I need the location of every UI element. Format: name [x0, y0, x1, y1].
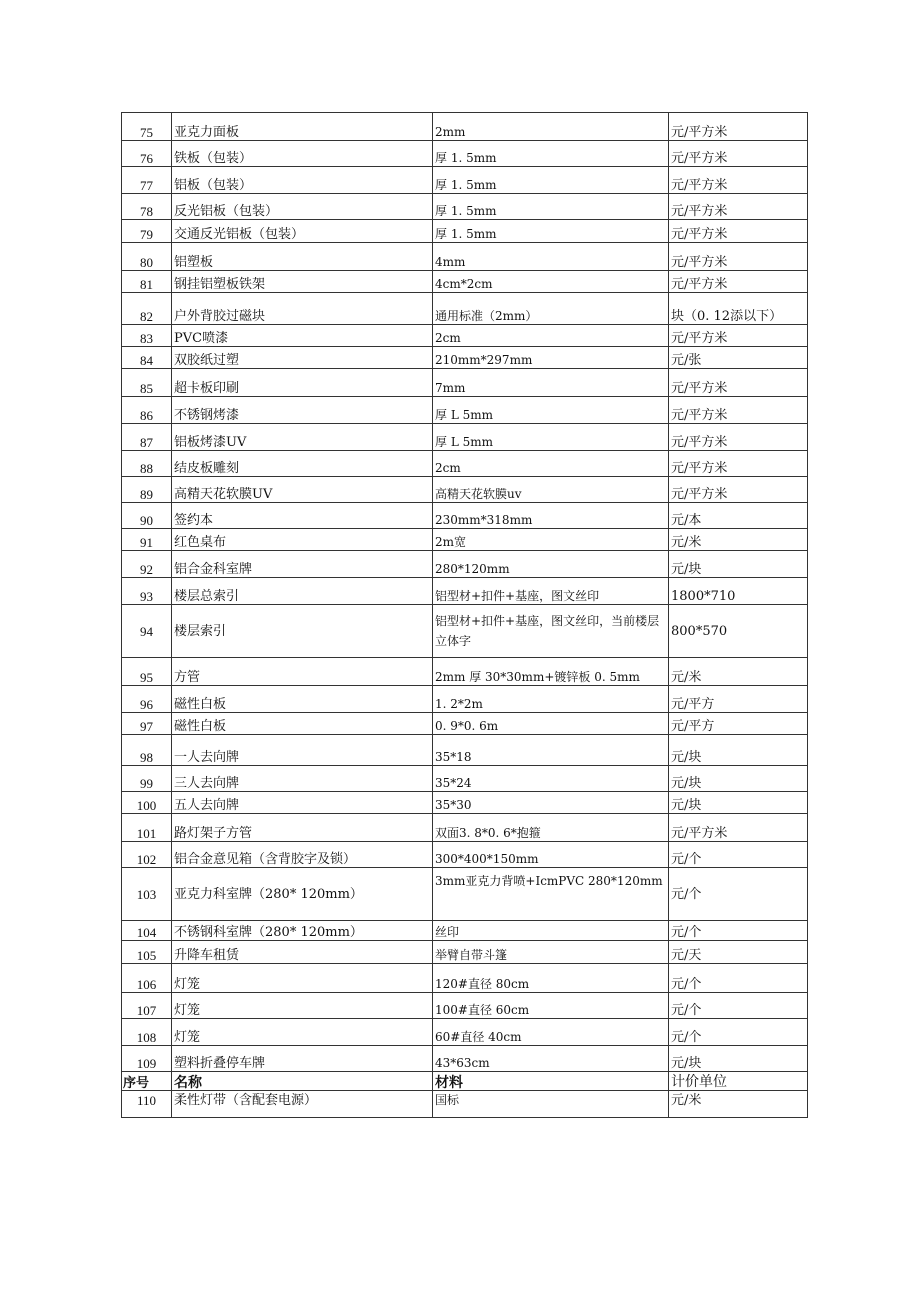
price-table — [121, 112, 808, 1118]
table-row — [122, 167, 808, 194]
item-unit: 元/个 — [669, 842, 808, 868]
item-unit: 元/平方米 — [669, 271, 808, 293]
item-material: 4mm — [433, 243, 669, 271]
table-row — [122, 369, 808, 397]
table-row — [122, 397, 808, 424]
item-material: 3mm亚克力背喷+IcmPVC 280*120mm — [433, 868, 669, 921]
row-number: 93 — [122, 578, 172, 605]
item-unit: 元/平方米 — [669, 814, 808, 842]
item-material: 2cm — [433, 451, 669, 477]
item-name: 铝合金意见箱（含背胶字及锁） — [172, 842, 433, 868]
header-num: 序号 — [122, 1072, 172, 1091]
item-unit: 元/平方米 — [669, 451, 808, 477]
table-row — [122, 220, 808, 243]
row-number: 85 — [122, 369, 172, 397]
item-unit: 元/块 — [669, 551, 808, 578]
row-number: 92 — [122, 551, 172, 578]
row-number: 109 — [122, 1046, 172, 1072]
item-name: 磁性白板 — [172, 686, 433, 713]
item-unit: 元/平方 — [669, 686, 808, 713]
table-row — [122, 529, 808, 551]
table-row — [122, 424, 808, 451]
item-material: 4cm*2cm — [433, 271, 669, 293]
item-unit: 元/平方米 — [669, 397, 808, 424]
item-material: 7mm — [433, 369, 669, 397]
item-material: 35*24 — [433, 766, 669, 792]
item-name: 铝板（包装） — [172, 167, 433, 194]
row-number: 110 — [122, 1091, 172, 1118]
table-row — [122, 658, 808, 686]
table-row — [122, 1091, 808, 1118]
item-material: 厚 L 5mm — [433, 397, 669, 424]
item-unit: 元/平方米 — [669, 243, 808, 271]
item-unit: 元/块 — [669, 766, 808, 792]
item-name: 不锈钢科室牌（280* 120mm） — [172, 921, 433, 941]
item-material: 2m宽 — [433, 529, 669, 551]
table-row — [122, 578, 808, 605]
row-number: 90 — [122, 503, 172, 529]
table-row — [122, 814, 808, 842]
item-unit: 元/米 — [669, 529, 808, 551]
item-unit: 元/平方米 — [669, 113, 808, 141]
item-material: 国标 — [433, 1091, 669, 1118]
item-unit: 元/平方米 — [669, 194, 808, 220]
table-row — [122, 713, 808, 735]
item-name: 塑料折叠停车牌 — [172, 1046, 433, 1072]
item-material: 厚 1. 5mm — [433, 194, 669, 220]
item-unit: 元/米 — [669, 1091, 808, 1118]
item-name: 结皮板雕刻 — [172, 451, 433, 477]
item-name: 灯笼 — [172, 993, 433, 1019]
row-number: 102 — [122, 842, 172, 868]
item-name: 方管 — [172, 658, 433, 686]
row-number: 75 — [122, 113, 172, 141]
item-material: 100#直径 60cm — [433, 993, 669, 1019]
row-number: 97 — [122, 713, 172, 735]
item-name: 亚克力科室牌（280* 120mm） — [172, 868, 433, 921]
table-row — [122, 293, 808, 325]
item-material: 1. 2*2m — [433, 686, 669, 713]
item-name: 灯笼 — [172, 964, 433, 993]
item-unit: 元/块 — [669, 1046, 808, 1072]
item-unit: 元/米 — [669, 658, 808, 686]
item-name: 楼层索引 — [172, 605, 433, 658]
item-unit: 元/平方 — [669, 713, 808, 735]
table-row — [122, 605, 808, 658]
item-unit: 块（0. 12添以下） — [669, 293, 808, 325]
row-number: 105 — [122, 941, 172, 964]
item-name: 三人去向牌 — [172, 766, 433, 792]
table-row — [122, 271, 808, 293]
item-material: 高精天花软膜uv — [433, 477, 669, 503]
row-number: 83 — [122, 325, 172, 347]
table-row — [122, 842, 808, 868]
item-unit: 元/本 — [669, 503, 808, 529]
table-row — [122, 347, 808, 369]
item-name: 一人去向牌 — [172, 735, 433, 766]
item-unit: 元/平方米 — [669, 325, 808, 347]
row-number: 100 — [122, 792, 172, 814]
item-material: 双面3. 8*0. 6*抱箍 — [433, 814, 669, 842]
item-material: 120#直径 80cm — [433, 964, 669, 993]
row-number: 88 — [122, 451, 172, 477]
item-unit: 元/个 — [669, 964, 808, 993]
item-name: 柔性灯带（含配套电源） — [172, 1091, 433, 1118]
item-material: 举臂自带斗篷 — [433, 941, 669, 964]
item-material: 210mm*297mm — [433, 347, 669, 369]
item-unit: 元/个 — [669, 993, 808, 1019]
item-name: 铝板烤漆UV — [172, 424, 433, 451]
item-unit: 元/天 — [669, 941, 808, 964]
item-name: 路灯架子方管 — [172, 814, 433, 842]
item-material: 厚 1. 5mm — [433, 220, 669, 243]
item-material: 丝印 — [433, 921, 669, 941]
table-row — [122, 503, 808, 529]
item-name: 亚克力面板 — [172, 113, 433, 141]
item-unit: 元/个 — [669, 921, 808, 941]
row-number: 107 — [122, 993, 172, 1019]
item-name: 交通反光铝板（包装） — [172, 220, 433, 243]
item-material: 铝型材+扣件+基座，图文丝印 — [433, 578, 669, 605]
table-row — [122, 792, 808, 814]
item-material: 厚 L 5mm — [433, 424, 669, 451]
row-number: 84 — [122, 347, 172, 369]
item-name: 铝合金科室牌 — [172, 551, 433, 578]
table-row — [122, 451, 808, 477]
header-material: 材料 — [433, 1072, 669, 1091]
item-unit: 元/平方米 — [669, 141, 808, 167]
item-name: 高精天花软膜UV — [172, 477, 433, 503]
item-unit: 元/个 — [669, 1019, 808, 1046]
row-number: 101 — [122, 814, 172, 842]
item-name: 不锈钢烤漆 — [172, 397, 433, 424]
table-row — [122, 551, 808, 578]
table-row — [122, 964, 808, 993]
table-row — [122, 243, 808, 271]
row-number: 78 — [122, 194, 172, 220]
row-number: 104 — [122, 921, 172, 941]
row-number: 89 — [122, 477, 172, 503]
item-name: 灯笼 — [172, 1019, 433, 1046]
row-number: 96 — [122, 686, 172, 713]
row-number: 99 — [122, 766, 172, 792]
row-number: 87 — [122, 424, 172, 451]
table-body — [122, 113, 808, 1118]
item-material: 35*30 — [433, 792, 669, 814]
table-row — [122, 868, 808, 921]
row-number: 76 — [122, 141, 172, 167]
row-number: 95 — [122, 658, 172, 686]
row-number: 98 — [122, 735, 172, 766]
item-name: 超卡板印刷 — [172, 369, 433, 397]
row-number: 94 — [122, 605, 172, 658]
item-unit: 800*570 — [669, 605, 808, 658]
item-name: 双胶纸过塑 — [172, 347, 433, 369]
item-unit: 元/平方米 — [669, 477, 808, 503]
header-row — [122, 1072, 808, 1091]
item-name: PVC喷漆 — [172, 325, 433, 347]
table-row — [122, 141, 808, 167]
item-material: 2mm 厚 30*30mm+镀锌板 0. 5mm — [433, 658, 669, 686]
table-row — [122, 766, 808, 792]
item-material: 60#直径 40cm — [433, 1019, 669, 1046]
item-unit: 元/个 — [669, 868, 808, 921]
item-name: 反光铝板（包装） — [172, 194, 433, 220]
item-unit: 1800*710 — [669, 578, 808, 605]
item-unit: 元/张 — [669, 347, 808, 369]
table-row — [122, 921, 808, 941]
item-material: 铝型材+扣件+基座，图文丝印，当前楼层立体字 — [433, 605, 669, 658]
row-number: 103 — [122, 868, 172, 921]
item-unit: 元/平方米 — [669, 369, 808, 397]
item-name: 楼层总索引 — [172, 578, 433, 605]
row-number: 108 — [122, 1019, 172, 1046]
table-row — [122, 941, 808, 964]
row-number: 79 — [122, 220, 172, 243]
item-material: 43*63cm — [433, 1046, 669, 1072]
item-material: 35*18 — [433, 735, 669, 766]
item-material: 通用标准（2mm） — [433, 293, 669, 325]
header-name: 名称 — [172, 1072, 433, 1091]
table-row — [122, 1046, 808, 1072]
item-name: 红色桌布 — [172, 529, 433, 551]
item-name: 磁性白板 — [172, 713, 433, 735]
item-material: 2cm — [433, 325, 669, 347]
item-unit: 元/平方米 — [669, 220, 808, 243]
item-unit: 元/块 — [669, 735, 808, 766]
item-name: 钢挂铝塑板铁架 — [172, 271, 433, 293]
header-unit: 计价单位 — [669, 1072, 808, 1091]
item-unit: 元/平方米 — [669, 424, 808, 451]
row-number: 81 — [122, 271, 172, 293]
item-material: 230mm*318mm — [433, 503, 669, 529]
item-name: 签约本 — [172, 503, 433, 529]
item-material: 厚 1. 5mm — [433, 167, 669, 194]
table-row — [122, 325, 808, 347]
item-unit: 元/块 — [669, 792, 808, 814]
item-name: 铝塑板 — [172, 243, 433, 271]
table-row — [122, 1019, 808, 1046]
item-name: 升降车租赁 — [172, 941, 433, 964]
row-number: 91 — [122, 529, 172, 551]
row-number: 106 — [122, 964, 172, 993]
item-material: 280*120mm — [433, 551, 669, 578]
item-name: 五人去向牌 — [172, 792, 433, 814]
table-row — [122, 735, 808, 766]
item-material: 300*400*150mm — [433, 842, 669, 868]
row-number: 86 — [122, 397, 172, 424]
row-number: 80 — [122, 243, 172, 271]
table-row — [122, 194, 808, 220]
item-material: 0. 9*0. 6m — [433, 713, 669, 735]
table-row — [122, 993, 808, 1019]
table-row — [122, 113, 808, 141]
row-number: 82 — [122, 293, 172, 325]
item-name: 户外背胶过磁块 — [172, 293, 433, 325]
row-number: 77 — [122, 167, 172, 194]
item-unit: 元/平方米 — [669, 167, 808, 194]
item-material: 2mm — [433, 113, 669, 141]
table-row — [122, 686, 808, 713]
item-material: 厚 1. 5mm — [433, 141, 669, 167]
table-row — [122, 477, 808, 503]
item-name: 铁板（包装） — [172, 141, 433, 167]
